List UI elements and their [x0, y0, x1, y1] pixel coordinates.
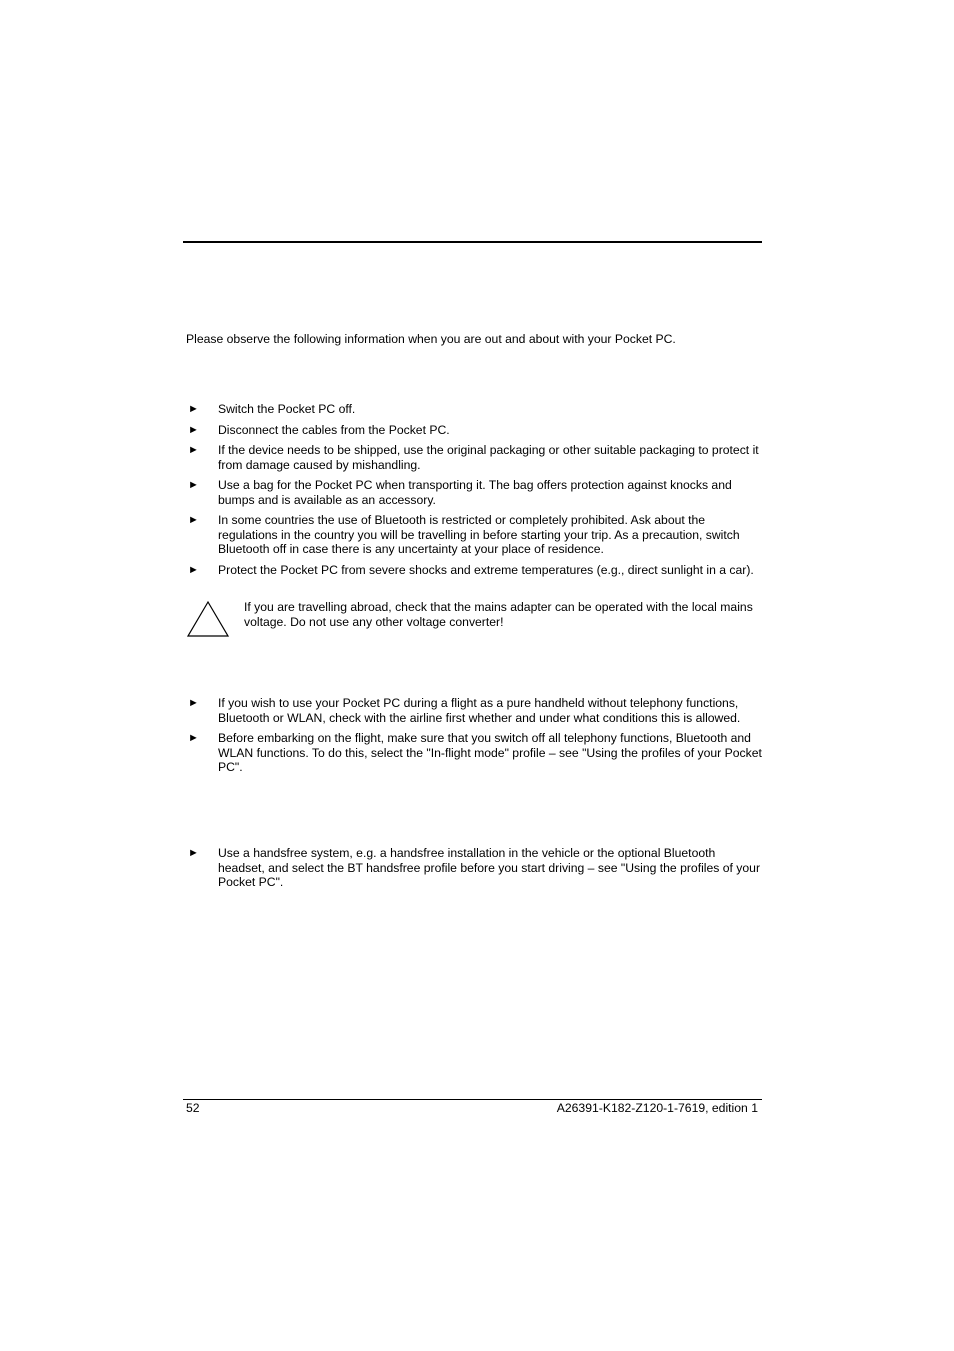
list-item — [186, 513, 762, 557]
bullet-icon: ► — [188, 444, 199, 456]
bullet-icon: ► — [188, 697, 199, 709]
document-id: A26391-K182-Z120-1-7619, edition 1 — [556, 1101, 758, 1115]
footer-rule — [183, 1099, 762, 1100]
bullet-icon: ► — [188, 403, 199, 415]
warning-text: If you are travelling abroad, check that the mains adapter can be operated with the local mains voltage. Do not use any other voltage converter! — [244, 600, 753, 629]
driving-list — [186, 846, 762, 896]
list-item-text: In some countries the use of Bluetooth is restricted or completely prohibited. Ask about the regulations in the country you will be travelling in before starting your trip. As a precaution, switch Bluetooth off in case there is any uncertainty at your place of residence. — [218, 513, 740, 556]
list-item — [186, 696, 762, 725]
list-item-text: Switch the Pocket PC off. — [218, 402, 356, 416]
intro-paragraph: Please observe the following information when you are out and about with your Pocket PC. — [186, 332, 676, 346]
warning-triangle-icon — [186, 600, 230, 638]
list-item — [186, 402, 762, 417]
list-item-text: Use a bag for the Pocket PC when transporting it. The bag offers protection against knocks and bumps and is available as an accessory. — [218, 478, 732, 507]
header-rule — [183, 241, 762, 243]
bullet-icon: ► — [188, 563, 199, 576]
page-number: 52 — [186, 1101, 200, 1115]
list-item — [186, 846, 762, 890]
bullet-icon: ► — [188, 423, 199, 436]
list-item — [186, 731, 762, 775]
transport-list — [186, 402, 762, 583]
bullet-icon: ► — [188, 479, 199, 491]
list-item — [186, 563, 762, 578]
list-item-text: If you wish to use your Pocket PC during a flight as a pure handheld without telephony functions, Bluetooth or WLAN, check with the airline first whether and under what conditions this is allowed. — [218, 696, 741, 725]
bullet-icon: ► — [188, 732, 199, 744]
list-item — [186, 423, 762, 438]
list-item-text: Protect the Pocket PC from severe shocks and extreme temperatures (e.g., direct sunlight in a car). — [218, 562, 754, 577]
list-item — [186, 478, 762, 507]
bullet-icon: ► — [188, 514, 199, 526]
list-item-text: Before embarking on the flight, make sure that you switch off all telephony functions, Bluetooth and WLAN functions. To do this, select the "In-flight mode" profile – see "Using the profiles of your Pocket PC". — [218, 731, 762, 774]
list-item-text: Disconnect the cables from the Pocket PC. — [218, 422, 450, 437]
list-item-text: If the device needs to be shipped, use the original packaging or other suitable packaging to protect it from damage caused by mishandling. — [218, 443, 759, 472]
flight-list — [186, 696, 762, 781]
bullet-icon: ► — [188, 847, 199, 859]
list-item — [186, 443, 762, 472]
list-item-text: Use a handsfree system, e.g. a handsfree installation in the vehicle or the optional Bluetooth headset, and select the BT handsfree profile before you start driving – see "Using the profiles of your Pocket PC". — [218, 846, 761, 889]
